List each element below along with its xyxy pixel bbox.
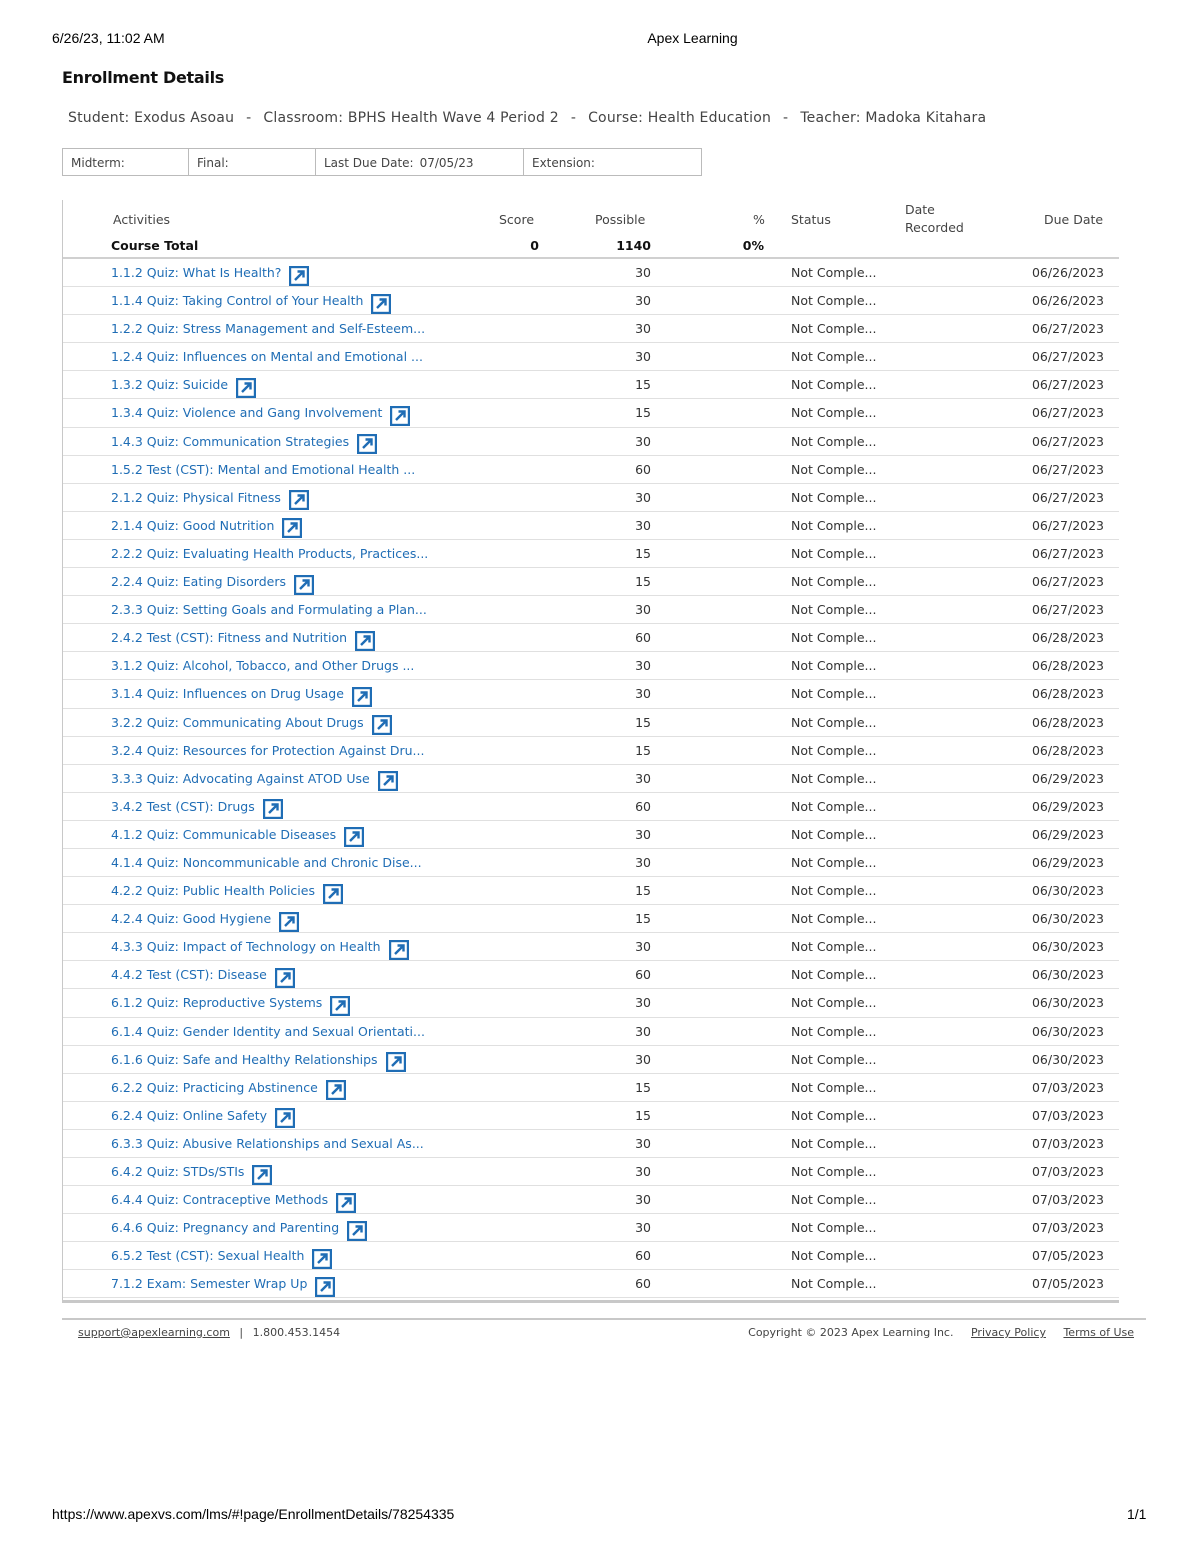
classroom-name: Classroom: BPHS Health Wave 4 Period 2 [263,110,559,126]
table-row [63,821,1119,849]
possible-cell: 15 [635,405,651,421]
activity-link[interactable]: 2.1.2 Quiz: Physical Fitness [111,489,281,505]
activity-cell [111,989,350,1016]
due-date-cell: 06/27/2023 [1031,574,1104,590]
activity-cell [111,1242,332,1269]
print-datetime: 6/26/23, 11:02 AM [52,30,165,46]
activity-link[interactable]: 6.5.2 Test (CST): Sexual Health [111,1248,305,1264]
col-header-status[interactable]: Status [791,212,831,227]
open-external-icon[interactable] [357,434,377,454]
status-cell: Not Comple... [791,630,877,646]
status-cell: Not Comple... [791,574,877,590]
possible-cell: 30 [635,349,651,365]
activity-link[interactable]: 3.1.4 Quiz: Influences on Drug Usage [111,686,344,702]
status-cell: Not Comple... [791,405,877,421]
status-cell: Not Comple... [791,854,877,870]
open-external-icon[interactable] [323,884,343,904]
status-cell: Not Comple... [791,1023,877,1039]
open-external-icon[interactable] [236,378,256,398]
open-external-icon[interactable] [372,715,392,735]
possible-cell: 30 [635,1220,651,1236]
activity-cell [111,287,391,314]
activity-cell [111,765,398,792]
possible-cell: 60 [635,630,651,646]
activity-cell [111,596,427,623]
midterm-label: Midterm: [71,156,125,170]
activity-cell [111,371,256,398]
info-separator: - [570,110,577,126]
possible-cell: 30 [635,602,651,618]
open-external-icon[interactable] [263,799,283,819]
activity-link[interactable]: 6.1.2 Quiz: Reproductive Systems [111,995,323,1011]
table-row [63,315,1119,343]
due-date-cell: 07/03/2023 [1031,1135,1104,1151]
activity-link[interactable]: 2.2.2 Quiz: Evaluating Health Products, Practices... [111,545,429,561]
possible-cell: 30 [635,1192,651,1208]
due-date-cell: 06/28/2023 [1031,742,1104,758]
activity-cell [111,1046,406,1073]
status-cell: Not Comple... [791,433,877,449]
final-label: Final: [197,156,229,170]
col-header-date-recorded[interactable]: Date [905,202,935,217]
activity-link[interactable]: 2.4.2 Test (CST): Fitness and Nutrition [111,630,348,646]
due-date-cell: 06/26/2023 [1031,265,1104,280]
status-cell: Not Comple... [791,517,877,533]
grade-summary [62,148,702,178]
possible-cell: 30 [635,1051,651,1067]
due-date-cell: 06/26/2023 [1031,293,1104,309]
possible-cell: 15 [635,911,651,927]
activity-cell [111,343,423,370]
activity-link[interactable]: 3.4.2 Test (CST): Drugs [111,798,255,814]
course-total-label: Course Total [111,238,199,253]
table-row [63,1130,1119,1158]
support-phone: 1.800.453.1454 [252,1326,341,1339]
table-row [63,961,1119,989]
possible-cell: 15 [635,742,651,758]
activity-link[interactable]: 4.2.4 Quiz: Good Hygiene [111,911,272,927]
status-cell: Not Comple... [791,1164,877,1179]
open-external-icon[interactable] [336,1193,356,1213]
activity-cell [111,680,372,707]
footer-legal [748,1326,1134,1339]
status-cell: Not Comple... [791,742,877,758]
possible-cell: 30 [635,770,651,786]
support-email-link[interactable]: support@apexlearning.com [78,1326,230,1339]
possible-cell: 30 [635,1164,651,1179]
possible-cell: 60 [635,1276,651,1292]
teacher-name: Teacher: Madoka Kitahara [800,110,987,126]
open-external-icon[interactable] [355,631,375,651]
open-external-icon[interactable] [371,294,391,314]
activity-cell [111,428,377,455]
open-external-icon[interactable] [378,771,398,791]
activity-cell [111,933,409,960]
possible-cell: 30 [635,1023,651,1039]
possible-cell: 60 [635,461,651,477]
activity-cell [111,737,424,764]
due-date-cell: 07/03/2023 [1031,1079,1104,1095]
info-separator: - [783,110,789,126]
table-row [63,1186,1119,1214]
status-cell: Not Comple... [791,1276,877,1292]
activity-link[interactable]: 6.2.4 Quiz: Online Safety [111,1107,268,1123]
open-external-icon[interactable] [275,1108,295,1128]
due-date-cell: 06/29/2023 [1031,770,1104,786]
activity-link[interactable]: 7.1.2 Exam: Semester Wrap Up [111,1276,308,1292]
status-cell: Not Comple... [791,995,877,1011]
status-cell: Not Comple... [791,602,877,618]
due-date-cell: 06/27/2023 [1031,489,1104,505]
status-cell: Not Comple... [791,686,877,702]
due-date-cell: 06/28/2023 [1031,686,1104,702]
activity-link[interactable]: 4.1.2 Quiz: Communicable Diseases [111,826,337,842]
due-date-cell: 06/30/2023 [1031,967,1104,983]
status-cell: Not Comple... [791,883,877,899]
activity-link[interactable]: 3.2.2 Quiz: Communicating About Drugs [111,714,364,730]
due-date-cell: 06/30/2023 [1031,939,1104,955]
possible-cell: 60 [635,1248,651,1264]
print-url: https://www.apexvs.com/lms/#!page/EnrollmentDetails/78254335 [52,1506,455,1522]
activity-link[interactable]: 4.3.3 Quiz: Impact of Technology on Health [111,939,381,955]
possible-cell: 30 [635,995,651,1011]
table-row [63,1270,1119,1298]
activity-cell [111,1130,424,1157]
activity-link[interactable]: 2.3.3 Quiz: Setting Goals and Formulating a Plan... [111,602,427,618]
table-row [63,1018,1119,1046]
due-date-cell: 07/03/2023 [1031,1107,1104,1123]
activity-cell [111,1270,335,1297]
possible-cell: 30 [635,265,651,280]
status-cell: Not Comple... [791,293,877,309]
footer-divider-glyph: | [239,1326,244,1339]
table-row [63,343,1119,371]
status-cell: Not Comple... [791,489,877,505]
due-date-cell: 06/30/2023 [1031,995,1104,1011]
course-total-percent: 0% [742,238,764,253]
due-date-cell: 07/03/2023 [1031,1220,1104,1236]
activity-link[interactable]: 1.3.2 Quiz: Suicide [111,377,229,393]
status-cell: Not Comple... [791,658,877,674]
possible-cell: 15 [635,377,651,393]
table-row [63,596,1119,624]
student-name: Student: Exodus Asoau [68,110,235,126]
activity-link[interactable]: 3.1.2 Quiz: Alcohol, Tobacco, and Other Drugs ... [111,658,415,674]
status-cell: Not Comple... [791,1051,877,1067]
activity-cell [111,1102,295,1129]
extension-label: Extension: [532,156,595,170]
midterm-box [62,148,189,176]
activity-link[interactable]: 1.5.2 Test (CST): Mental and Emotional Health ... [111,461,416,477]
activity-cell [111,315,425,342]
activity-cell [111,1018,425,1045]
activity-link[interactable]: 3.2.4 Quiz: Resources for Protection Against Dru... [111,742,425,758]
possible-cell: 15 [635,714,651,730]
possible-cell: 15 [635,1107,651,1123]
possible-cell: 30 [635,433,651,449]
possible-cell: 60 [635,798,651,814]
activity-link[interactable]: 6.1.4 Quiz: Gender Identity and Sexual Orientati... [111,1023,425,1039]
last-due-label: Last Due Date: [324,156,414,170]
status-cell: Not Comple... [791,1192,877,1208]
open-external-icon[interactable] [312,1249,332,1269]
table-row [63,1242,1119,1270]
col-header-score[interactable]: Score [499,212,535,227]
footer-contact [78,1326,340,1339]
possible-cell: 15 [635,1079,651,1095]
activity-link[interactable]: 2.1.4 Quiz: Good Nutrition [111,517,275,533]
activity-cell [111,568,314,595]
possible-cell: 30 [635,826,651,842]
table-row [63,989,1119,1017]
status-cell: Not Comple... [791,461,877,477]
possible-cell: 30 [635,293,651,309]
due-date-cell: 06/27/2023 [1031,433,1104,449]
table-row [63,680,1119,708]
due-date-cell: 06/27/2023 [1031,517,1104,533]
print-site-name: Apex Learning [647,30,738,46]
status-cell: Not Comple... [791,349,877,365]
activity-cell [111,484,309,511]
terms-of-use-link[interactable]: Terms of Use [1063,1326,1134,1339]
due-date-cell: 06/30/2023 [1031,911,1104,927]
grid-header [63,200,1119,256]
due-date-cell: 06/27/2023 [1031,321,1104,337]
table-row [63,624,1119,652]
status-cell: Not Comple... [791,1079,877,1095]
due-date-cell: 06/28/2023 [1031,630,1104,646]
table-row [63,287,1119,315]
activity-cell [111,1214,367,1241]
activity-link[interactable]: 4.4.2 Test (CST): Disease [111,967,267,983]
extension-box [524,148,702,176]
table-row [63,540,1119,568]
activity-cell [111,1074,346,1101]
possible-cell: 30 [635,658,651,674]
activity-cell [111,624,375,651]
open-external-icon[interactable] [326,1080,346,1100]
activity-link[interactable]: 4.1.4 Quiz: Noncommunicable and Chronic Dise... [111,854,422,870]
status-cell: Not Comple... [791,1248,877,1264]
table-row [63,765,1119,793]
open-external-icon[interactable] [289,490,309,510]
last-due-value: 07/05/23 [419,156,474,170]
activity-cell [111,961,295,988]
possible-cell: 30 [635,321,651,337]
table-row [63,568,1119,596]
possible-cell: 60 [635,967,651,983]
due-date-cell: 06/27/2023 [1031,405,1104,421]
activity-cell [111,540,428,567]
status-cell: Not Comple... [791,967,877,983]
due-date-cell: 06/27/2023 [1031,377,1104,393]
status-cell: Not Comple... [791,826,877,842]
activity-cell [111,259,309,286]
open-external-icon[interactable] [389,940,409,960]
activity-cell [111,821,364,848]
status-cell: Not Comple... [791,1220,877,1236]
table-row [63,905,1119,933]
last-due-box [316,148,524,176]
activity-link[interactable]: 6.4.6 Quiz: Pregnancy and Parenting [111,1220,340,1236]
open-external-icon[interactable] [347,1221,367,1241]
possible-cell: 30 [635,939,651,955]
activity-cell [111,849,422,876]
page-title: Enrollment Details [62,68,224,87]
activity-link[interactable]: 1.2.4 Quiz: Influences on Mental and Emotional ... [111,349,423,365]
table-row [63,456,1119,484]
table-row [63,428,1119,456]
table-row [63,793,1119,821]
open-external-icon[interactable] [386,1052,406,1072]
table-row [63,1074,1119,1102]
table-row [63,933,1119,961]
activity-link[interactable]: 3.3.3 Quiz: Advocating Against ATOD Use [111,770,370,786]
col-header-activities[interactable]: Activities [113,212,171,227]
due-date-cell: 06/27/2023 [1031,349,1104,365]
table-row [63,399,1119,427]
status-cell: Not Comple... [791,321,877,337]
table-row [63,849,1119,877]
table-row [63,1158,1119,1186]
activities-grid [62,200,1119,1303]
activity-cell [111,905,299,932]
table-row [63,877,1119,905]
status-cell: Not Comple... [791,545,877,561]
col-header-possible[interactable]: Possible [595,212,646,227]
print-page-number: 1/1 [1127,1506,1147,1522]
course-total-possible: 1140 [616,238,651,253]
due-date-cell: 06/30/2023 [1031,1051,1104,1067]
col-header-date-recorded-line2[interactable]: Recorded [905,220,964,235]
table-row [63,737,1119,765]
status-cell: Not Comple... [791,770,877,786]
table-row [63,1214,1119,1242]
open-external-icon[interactable] [390,406,410,426]
status-cell: Not Comple... [791,1135,877,1151]
due-date-cell: 07/05/2023 [1031,1248,1104,1264]
activity-cell [111,709,392,736]
due-date-cell: 06/29/2023 [1031,798,1104,814]
activity-cell [111,512,302,539]
activity-link[interactable]: 1.4.3 Quiz: Communication Strategies [111,433,350,449]
open-external-icon[interactable] [252,1165,272,1185]
print-header [0,30,1200,48]
due-date-cell: 06/28/2023 [1031,714,1104,730]
activity-link[interactable]: 6.3.3 Quiz: Abusive Relationships and Sexual As... [111,1135,424,1151]
activity-link[interactable]: 6.2.2 Quiz: Practicing Abstinence [111,1079,318,1095]
table-row [63,709,1119,737]
activity-cell [111,877,343,904]
col-header-percent[interactable]: % [753,212,765,227]
table-row [63,512,1119,540]
activity-link[interactable]: 6.4.2 Quiz: STDs/STIs [111,1164,245,1179]
status-cell: Not Comple... [791,798,877,814]
final-box [189,148,316,176]
possible-cell: 30 [635,854,651,870]
due-date-cell: 06/27/2023 [1031,545,1104,561]
due-date-cell: 06/29/2023 [1031,826,1104,842]
status-cell: Not Comple... [791,1107,877,1123]
status-cell: Not Comple... [791,939,877,955]
open-external-icon[interactable] [279,912,299,932]
activity-cell [111,793,283,820]
possible-cell: 15 [635,883,651,899]
status-cell: Not Comple... [791,714,877,730]
table-row [63,1046,1119,1074]
course-total-score: 0 [530,238,539,253]
activity-cell [111,456,415,483]
possible-cell: 30 [635,686,651,702]
table-row [63,259,1119,287]
activity-cell [111,652,414,679]
due-date-cell: 06/30/2023 [1031,883,1104,899]
course-name: Course: Health Education [588,110,772,126]
status-cell: Not Comple... [791,265,877,280]
open-external-icon[interactable] [294,575,314,595]
due-date-cell: 06/27/2023 [1031,461,1104,477]
activity-cell [111,1158,272,1185]
activity-rows [63,257,1119,1298]
due-date-cell: 07/05/2023 [1031,1276,1104,1292]
table-row [63,371,1119,399]
status-cell: Not Comple... [791,377,877,393]
due-date-cell: 06/29/2023 [1031,854,1104,870]
open-external-icon[interactable] [315,1277,335,1297]
open-external-icon[interactable] [282,518,302,538]
possible-cell: 15 [635,574,651,590]
open-external-icon[interactable] [289,266,309,286]
table-row [63,652,1119,680]
possible-cell: 15 [635,545,651,561]
activity-cell [111,1186,356,1213]
activity-link[interactable]: 4.2.2 Quiz: Public Health Policies [111,883,315,899]
activity-cell [111,399,410,426]
due-date-cell: 06/27/2023 [1031,602,1104,618]
open-external-icon[interactable] [275,968,295,988]
table-row [63,1102,1119,1130]
activity-link[interactable]: 2.2.4 Quiz: Eating Disorders [111,574,286,590]
open-external-icon[interactable] [330,996,350,1016]
open-external-icon[interactable] [344,827,364,847]
privacy-policy-link[interactable]: Privacy Policy [970,1326,1046,1339]
possible-cell: 30 [635,517,651,533]
info-separator: - [246,110,252,126]
due-date-cell: 06/28/2023 [1031,658,1104,674]
possible-cell: 30 [635,489,651,505]
footer-divider [62,1318,1146,1320]
activity-link[interactable]: 1.1.4 Quiz: Taking Control of Your Health [111,293,364,309]
activity-link[interactable]: 6.1.6 Quiz: Safe and Healthy Relationships [111,1051,378,1067]
due-date-cell: 06/30/2023 [1031,1023,1104,1039]
activity-link[interactable]: 6.4.4 Quiz: Contraceptive Methods [111,1192,329,1208]
enrollment-info [68,110,986,126]
col-header-due-date[interactable]: Due Date [1044,212,1104,227]
table-row [63,484,1119,512]
copyright: Copyright © 2023 Apex Learning Inc. [748,1326,954,1339]
possible-cell: 30 [635,1135,651,1151]
status-cell: Not Comple... [791,911,877,927]
due-date-cell: 07/03/2023 [1031,1192,1104,1208]
activity-link[interactable]: 1.1.2 Quiz: What Is Health? [111,265,282,280]
due-date-cell: 07/03/2023 [1031,1164,1104,1179]
activity-link[interactable]: 1.2.2 Quiz: Stress Management and Self-Esteem... [111,321,426,337]
activity-link[interactable]: 1.3.4 Quiz: Violence and Gang Involvement [111,405,383,421]
open-external-icon[interactable] [352,687,372,707]
